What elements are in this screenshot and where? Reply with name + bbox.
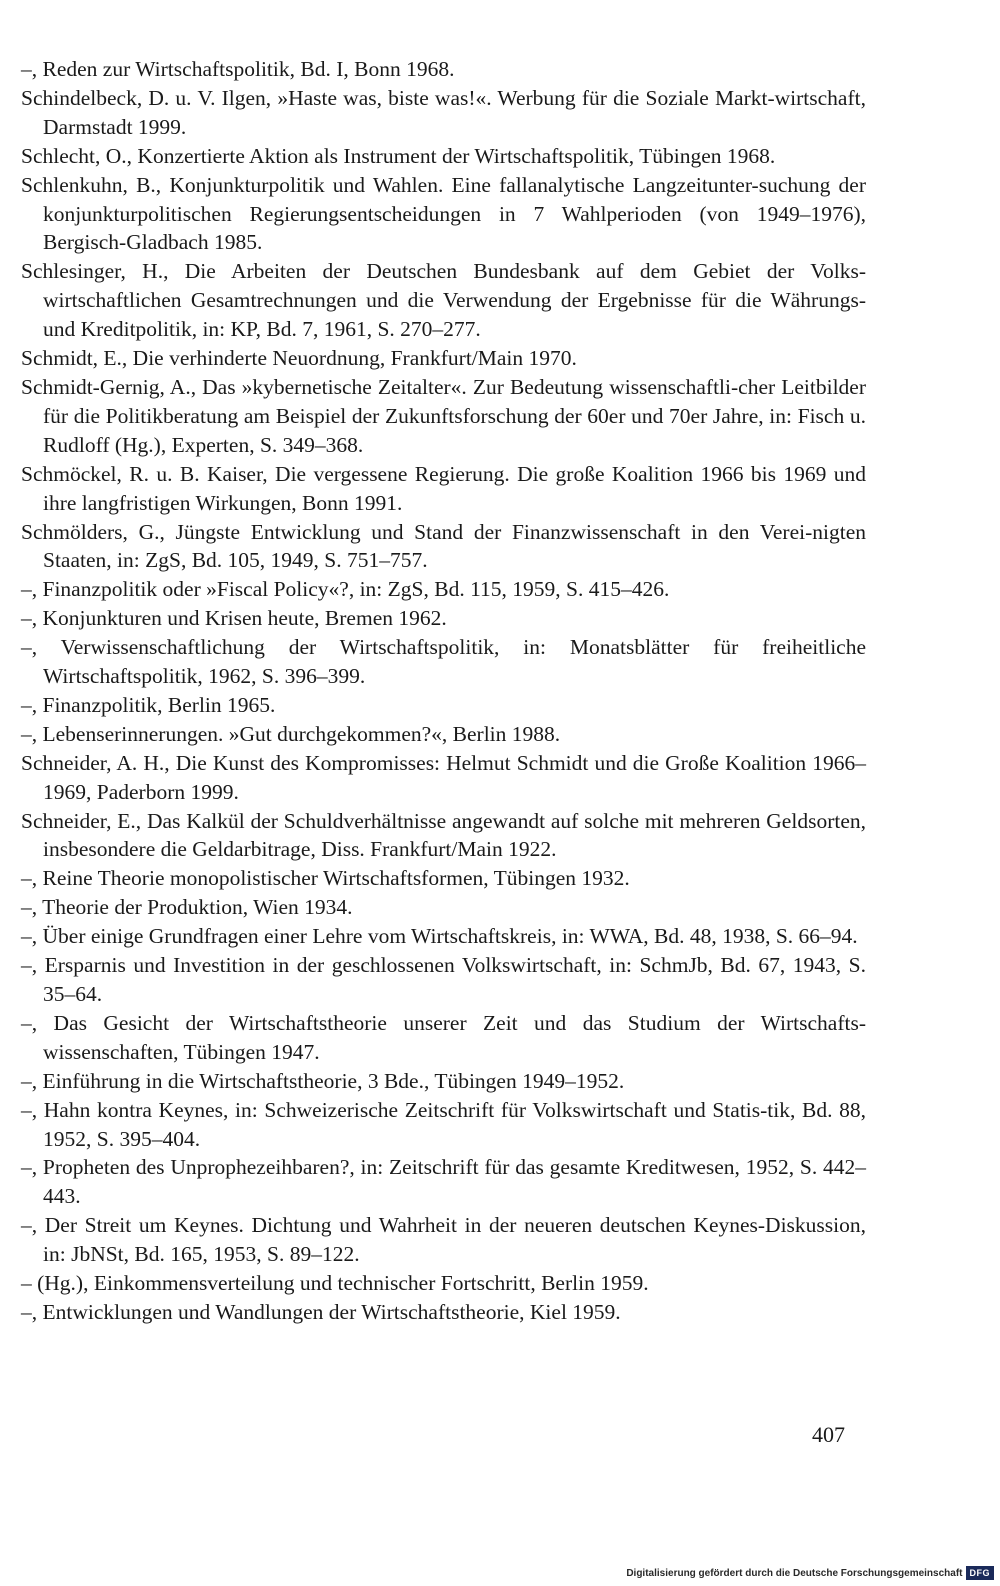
digitization-footer [626,1566,994,1580]
bibliography-entry: –, Theorie der Produktion, Wien 1934. [21,895,353,920]
bibliography-entry: –, Entwicklungen und Wandlungen der Wirtschaftstheorie, Kiel 1959. [21,1299,621,1324]
bibliography-entry: –, Finanzpolitik, Berlin 1965. [21,692,276,717]
bibliography-entry: –, Reine Theorie monopolistischer Wirtschaftsformen, Tübingen 1932. [21,866,630,891]
page-number: 407 [812,1422,845,1447]
bibliography-entry: Schindelbeck, D. u. V. Ilgen, »Haste was, biste was!«. Werbung für die Soziale Markt-wirtschaft, Darmstadt 1999. [21,85,866,139]
dfg-logo: DFG [966,1566,995,1580]
bibliography-entry: –, Reden zur Wirtschaftspolitik, Bd. I, Bonn 1968. [21,57,455,81]
bibliography-entry: Schlenkuhn, B., Konjunkturpolitik und Wahlen. Eine fallanalytische Langzeitunter-suchung der konjunkturpolitischen Regierungsentscheidungen in 7 Wahlperioden (von 1949–1976), Bergisch-Gladbach 1985. [21,172,866,255]
bibliography-entry: –, Einführung in die Wirtschaftstheorie, 3 Bde., Tübingen 1949–1952. [21,1068,625,1093]
bibliography-entry: Schneider, A. H., Die Kunst des Kompromisses: Helmut Schmidt und die Große Koalition 1966–1969, Paderborn 1999. [21,750,866,804]
bibliography-entry: –, Verwissenschaftlichung der Wirtschaftspolitik, in: Monatsblätter für freiheitliche Wirtschaftspolitik, 1962, S. 396–399. [21,635,866,689]
bibliography-entry: –, Lebenserinnerungen. »Gut durchgekommen?«, Berlin 1988. [21,721,561,746]
bibliography-entry: Schmölders, G., Jüngste Entwicklung und Stand der Finanzwissenschaft in den Verei-nigten Staaten, in: ZgS, Bd. 105, 1949, S. 751–757. [21,519,866,573]
bibliography-entry: Schmidt, E., Die verhinderte Neuordnung, Frankfurt/Main 1970. [21,346,577,371]
footer-text: Digitalisierung gefördert durch die Deutsche Forschungsgemeinschaft [626,1567,963,1579]
bibliography-entry: –, Finanzpolitik oder »Fiscal Policy«?, in: ZgS, Bd. 115, 1959, S. 415–426. [21,577,670,602]
bibliography-entry: –, Hahn kontra Keynes, in: Schweizerische Zeitschrift für Volkswirtschaft und Statis-tik, Bd. 88, 1952, S. 395–404. [21,1097,866,1151]
bibliography-entry: –, Über einige Grundfragen einer Lehre vom Wirtschaftskreis, in: WWA, Bd. 48, 1938, S. 66–94. [21,924,858,949]
bibliography-entry: –, Das Gesicht der Wirtschaftstheorie unserer Zeit und das Studium der Wirtschafts-wissenschaften, Tübingen 1947. [21,1010,866,1064]
bibliography-entry: –, Propheten des Unprophezeihbaren?, in: Zeitschrift für das gesamte Kreditwesen, 1952, S. 442–443. [21,1155,866,1209]
bibliography-entry: Schmidt-Gernig, A., Das »kybernetische Zeitalter«. Zur Bedeutung wissenschaftli-cher Leitbilder für die Politikberatung am Beispiel der Zukunftsforschung der 60er und 70er Jahre, in: Fisch u. Rudloff (Hg.), Experten, S. 349–368. [21,374,866,457]
bibliography-entry: –, Der Streit um Keynes. Dichtung und Wahrheit in der neueren deutschen Keynes-Diskussion, in: JbNSt, Bd. 165, 1953, S. 89–122. [21,1213,866,1267]
bibliography-entry: Schlesinger, H., Die Arbeiten der Deutschen Bundesbank auf dem Gebiet der Volks-wirtschaftlichen Gesamtrechnungen und die Verwendung der Ergebnisse für die Währungs- und Kreditpolitik, in: KP, Bd. 7, 1961, S. 270–277. [21,259,866,342]
bibliography-entry: –, Ersparnis und Investition in der geschlossenen Volkswirtschaft, in: SchmJb, Bd. 67, 1943, S. 35–64. [21,953,866,1006]
bibliography-entry: Schneider, E., Das Kalkül der Schuldverhältnisse angewandt auf solche mit mehreren Geldsorten, insbesondere die Geldarbitrage, Diss. Frankfurt/Main 1922. [21,808,866,862]
bibliography-entry: – (Hg.), Einkommensverteilung und technischer Fortschritt, Berlin 1959. [21,1271,649,1296]
bibliography-entry: Schlecht, O., Konzertierte Aktion als Instrument der Wirtschaftspolitik, Tübingen 1968. [21,143,776,168]
bibliography-entry: Schmöckel, R. u. B. Kaiser, Die vergessene Regierung. Die große Koalition 1966 bis 1969 und ihre langfristigen Wirkungen, Bonn 1991. [21,461,866,515]
bibliography-entry: –, Konjunkturen und Krisen heute, Bremen 1962. [21,606,447,631]
bibliography-list [21,55,866,1327]
